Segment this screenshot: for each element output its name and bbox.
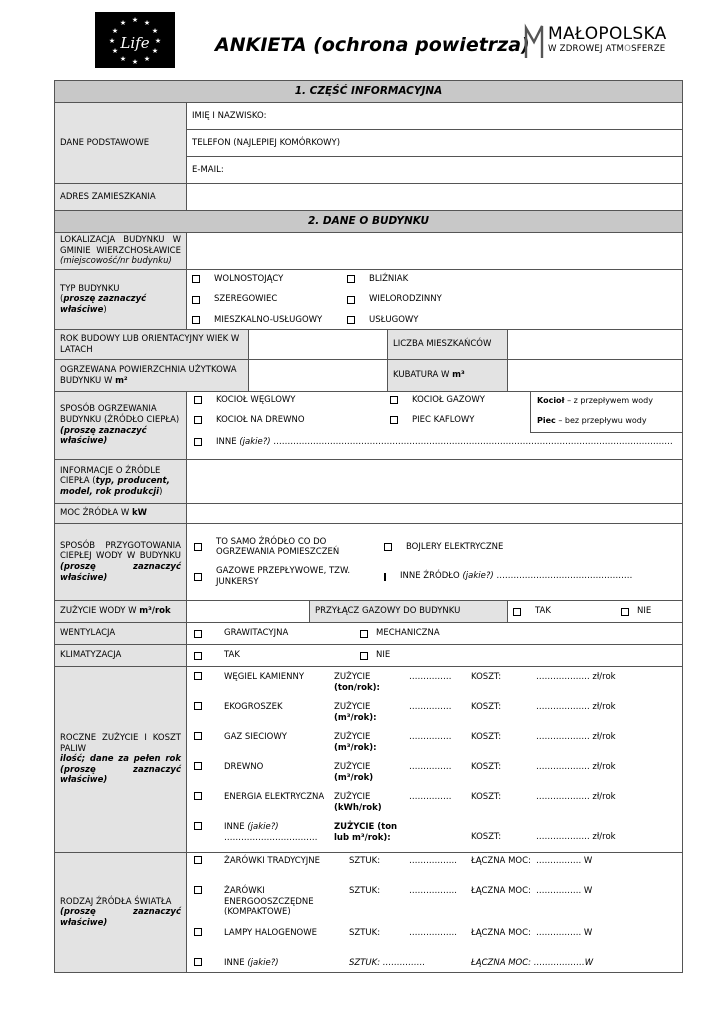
checkbox-icon — [192, 296, 200, 304]
checkbox-icon — [194, 762, 202, 770]
section-1-header: 1. CZĘŚĆ INFORMACYJNA — [55, 81, 683, 103]
type-option[interactable]: MIESZKALNO-USŁUGOWY — [192, 315, 347, 326]
checkbox-icon — [360, 652, 368, 660]
ventilation-options — [187, 623, 683, 645]
water-use-field[interactable] — [187, 601, 310, 623]
source-info-label: INFORMACJE O ŹRÓDLE CIEPŁA (typ, producent, model, rok produkcji) — [55, 460, 187, 504]
email-field[interactable]: E-MAIL: — [187, 157, 683, 184]
water-option[interactable]: BOJLERY ELEKTRYCZNE — [384, 542, 584, 553]
heating-options — [187, 392, 683, 460]
checkbox-icon — [347, 275, 355, 283]
svg-text:★: ★ — [143, 55, 151, 63]
svg-text:★: ★ — [119, 55, 127, 63]
page-title: ANKIETA (ochrona powietrza) — [215, 34, 530, 56]
type-option[interactable]: BLIŹNIAK — [347, 274, 497, 285]
ac-yes-option[interactable]: TAK — [194, 650, 360, 661]
heating-option[interactable]: KOCIOŁ GAZOWY — [390, 395, 520, 406]
volume-field[interactable] — [508, 360, 683, 392]
ac-no-option[interactable]: NIE — [360, 650, 510, 661]
location-label: LOKALIZACJA BUDYNKU W GMINIE WIERZCHOSŁAWICE (miejscowość/nr budynku) — [55, 233, 187, 270]
checkbox-icon — [194, 928, 202, 936]
volume-label: KUBATURA W m³ — [388, 360, 508, 392]
svg-text:★: ★ — [154, 37, 162, 45]
checkbox-icon — [390, 396, 398, 404]
basic-data-label: DANE PODSTAWOWE — [55, 103, 187, 184]
svg-text:★: ★ — [131, 58, 139, 66]
build-year-label: ROK BUDOWY LUB ORIENTACYJNY WIEK W LATACH — [55, 330, 249, 360]
checkbox-icon — [194, 416, 202, 424]
hot-water-options — [187, 524, 683, 601]
checkbox-icon — [384, 573, 386, 581]
checkbox-icon — [513, 608, 521, 616]
checkbox-icon — [194, 573, 202, 581]
ventilation-option[interactable]: MECHANICZNA — [360, 628, 510, 639]
gas-connection-options — [508, 601, 683, 623]
water-option[interactable]: GAZOWE PRZEPŁYWOWE, TZW. JUNKERSY — [194, 566, 384, 587]
type-option[interactable]: USŁUGOWY — [347, 315, 497, 326]
checkbox-icon — [194, 822, 202, 830]
type-option[interactable]: SZEREGOWIEC — [192, 294, 347, 305]
svg-text:Life: Life — [120, 34, 150, 52]
malopolska-logo: MAŁOPOLSKA W ZDROWEJ ATMOSFERZE — [524, 22, 684, 62]
checkbox-icon — [390, 416, 398, 424]
address-label: ADRES ZAMIESZKANIA — [55, 184, 187, 211]
light-label: RODZAJ ŹRÓDŁA ŚWIATŁA (proszę zaznaczyć właściwe) — [55, 853, 187, 973]
building-type-options — [187, 270, 683, 330]
survey-form — [54, 80, 683, 973]
checkbox-icon — [194, 732, 202, 740]
checkbox-icon — [194, 543, 202, 551]
light-row-other[interactable]: INNE (jakie?) SZTUK: …………… ŁĄCZNA MOC: ………………W — [194, 958, 682, 972]
fuel-row-other[interactable]: INNE (jakie?) …………………………… ZUŻYCIE (ton lub m³/rok): KOSZT: ………………. zł/rok — [194, 822, 682, 850]
heated-area-label: OGRZEWANA POWIERZCHNIA UŻYTKOWA BUDYNKU W m² — [55, 360, 249, 392]
checkbox-icon — [194, 886, 202, 894]
gas-connection-label: PRZYŁĄCZ GAZOWY DO BUDYNKU — [310, 601, 508, 623]
residents-label: LICZBA MIESZKAŃCÓW — [388, 330, 508, 360]
heating-legend: Kocioł – z przepływem wody Piec – bez przepływu wody — [530, 392, 682, 433]
ventilation-label: WENTYLACJA — [55, 623, 187, 645]
fuel-row[interactable]: GAZ SIECIOWY ZUŻYCIE (m³/rok): …………… KOSZT: ………………. zł/rok — [194, 732, 682, 762]
checkbox-icon — [192, 275, 200, 283]
light-row[interactable]: LAMPY HALOGENOWE SZTUK: …………….. ŁĄCZNA MOC: ……………. W — [194, 928, 682, 958]
checkbox-icon — [194, 792, 202, 800]
power-label: MOC ŹRÓDŁA W kW — [55, 504, 187, 524]
heating-option[interactable]: KOCIOŁ NA DREWNO — [194, 415, 390, 426]
checkbox-icon — [194, 652, 202, 660]
fuel-row[interactable]: ENERGIA ELEKTRYCZNA ZUŻYCIE (kWh/rok) …………… KOSZT: ………………. zł/rok — [194, 792, 682, 822]
build-year-field[interactable] — [249, 330, 388, 360]
checkbox-icon — [194, 396, 202, 404]
fuel-row[interactable]: WĘGIEL KAMIENNY ZUŻYCIE (ton/rok): …………… KOSZT: ………………. zł/rok — [194, 672, 682, 702]
fuel-row[interactable]: DREWNO ZUŻYCIE (m³/rok) …………… KOSZT: ………………. zł/rok — [194, 762, 682, 792]
svg-text:★: ★ — [111, 47, 119, 55]
life-logo — [95, 12, 175, 68]
type-option[interactable]: WIELORODZINNY — [347, 294, 497, 305]
source-info-field[interactable] — [187, 460, 683, 504]
eu-stars-icon — [95, 12, 175, 68]
svg-text:★: ★ — [111, 27, 119, 35]
fuel-label: ROCZNE ZUŻYCIE I KOSZT PALIW ilość; dane za pełen rok (proszę zaznaczyć właściwe) — [55, 667, 187, 853]
gas-yes-option[interactable]: TAK — [513, 606, 621, 617]
section-2-header: 2. DANE O BUDYNKU — [55, 211, 683, 233]
fuel-rows — [187, 667, 683, 853]
water-option[interactable]: TO SAMO ŹRÓDŁO CO DO OGRZEWANIA POMIESZCZEŃ — [194, 537, 384, 558]
checkbox-icon — [194, 630, 202, 638]
water-option-other[interactable]: INNE ŹRÓDŁO (jakie?) ………………………………………… — [384, 571, 584, 582]
name-field[interactable]: IMIĘ I NAZWISKO: — [187, 103, 683, 130]
heating-option[interactable]: KOCIOŁ WĘGLOWY — [194, 395, 390, 406]
location-field[interactable] — [187, 233, 683, 270]
checkbox-icon — [194, 958, 202, 966]
svg-text:★: ★ — [143, 19, 151, 27]
gas-no-option[interactable]: NIE — [621, 606, 681, 617]
heating-option[interactable]: PIEC KAFLOWY — [390, 415, 520, 426]
malopolska-mark-icon — [524, 22, 544, 62]
light-rows — [187, 853, 683, 973]
svg-text:★: ★ — [108, 37, 116, 45]
water-use-label: ZUŻYCIE WODY W m³/rok — [55, 601, 187, 623]
heating-other-option[interactable]: INNE (jakie?) …………………………………………………………………………………………………………………………… — [194, 437, 682, 448]
ventilation-option[interactable]: GRAWITACYJNA — [194, 628, 360, 639]
svg-text:★: ★ — [151, 27, 159, 35]
svg-text:★: ★ — [151, 47, 159, 55]
svg-text:★: ★ — [131, 16, 139, 24]
heating-label: SPOSÓB OGRZEWANIA BUDYNKU (ŹRÓDŁO CIEPŁA) (proszę zaznaczyć właściwe) — [55, 392, 187, 460]
checkbox-icon — [194, 856, 202, 864]
fuel-row[interactable]: EKOGROSZEK ZUŻYCIE (m³/rok): …………… KOSZT: ………………. zł/rok — [194, 702, 682, 732]
hot-water-label: SPOSÓB PRZYGOTOWANIA CIEPŁEJ WODY W BUDYNKU (proszę zaznaczyć właściwe) — [55, 524, 187, 601]
ac-options — [187, 645, 683, 667]
address-field[interactable] — [187, 184, 683, 211]
residents-field[interactable] — [508, 330, 683, 360]
checkbox-icon — [360, 630, 368, 638]
ac-label: KLIMATYZACJA — [55, 645, 187, 667]
phone-field[interactable]: TELEFON (NAJLEPIEJ KOMÓRKOWY) — [187, 130, 683, 157]
checkbox-icon — [347, 316, 355, 324]
checkbox-icon — [347, 296, 355, 304]
checkbox-icon — [621, 608, 629, 616]
light-row[interactable]: ŻARÓWKI TRADYCYJNE SZTUK: …………….. ŁĄCZNA MOC: ……………. W — [194, 856, 682, 886]
checkbox-icon — [194, 672, 202, 680]
power-field[interactable] — [187, 504, 683, 524]
building-type-label: TYP BUDYNKU (proszę zaznaczyć właściwe) — [55, 270, 187, 330]
svg-text:★: ★ — [119, 19, 127, 27]
checkbox-icon — [384, 543, 392, 551]
heated-area-field[interactable] — [249, 360, 388, 392]
type-option[interactable]: WOLNOSTOJĄCY — [192, 274, 347, 285]
checkbox-icon — [194, 438, 202, 446]
checkbox-icon — [194, 702, 202, 710]
light-row[interactable]: ŻARÓWKI ENERGOOSZCZĘDNE (KOMPAKTOWE) SZTUK: …………….. ŁĄCZNA MOC: ……………. W — [194, 886, 682, 928]
checkbox-icon — [192, 316, 200, 324]
